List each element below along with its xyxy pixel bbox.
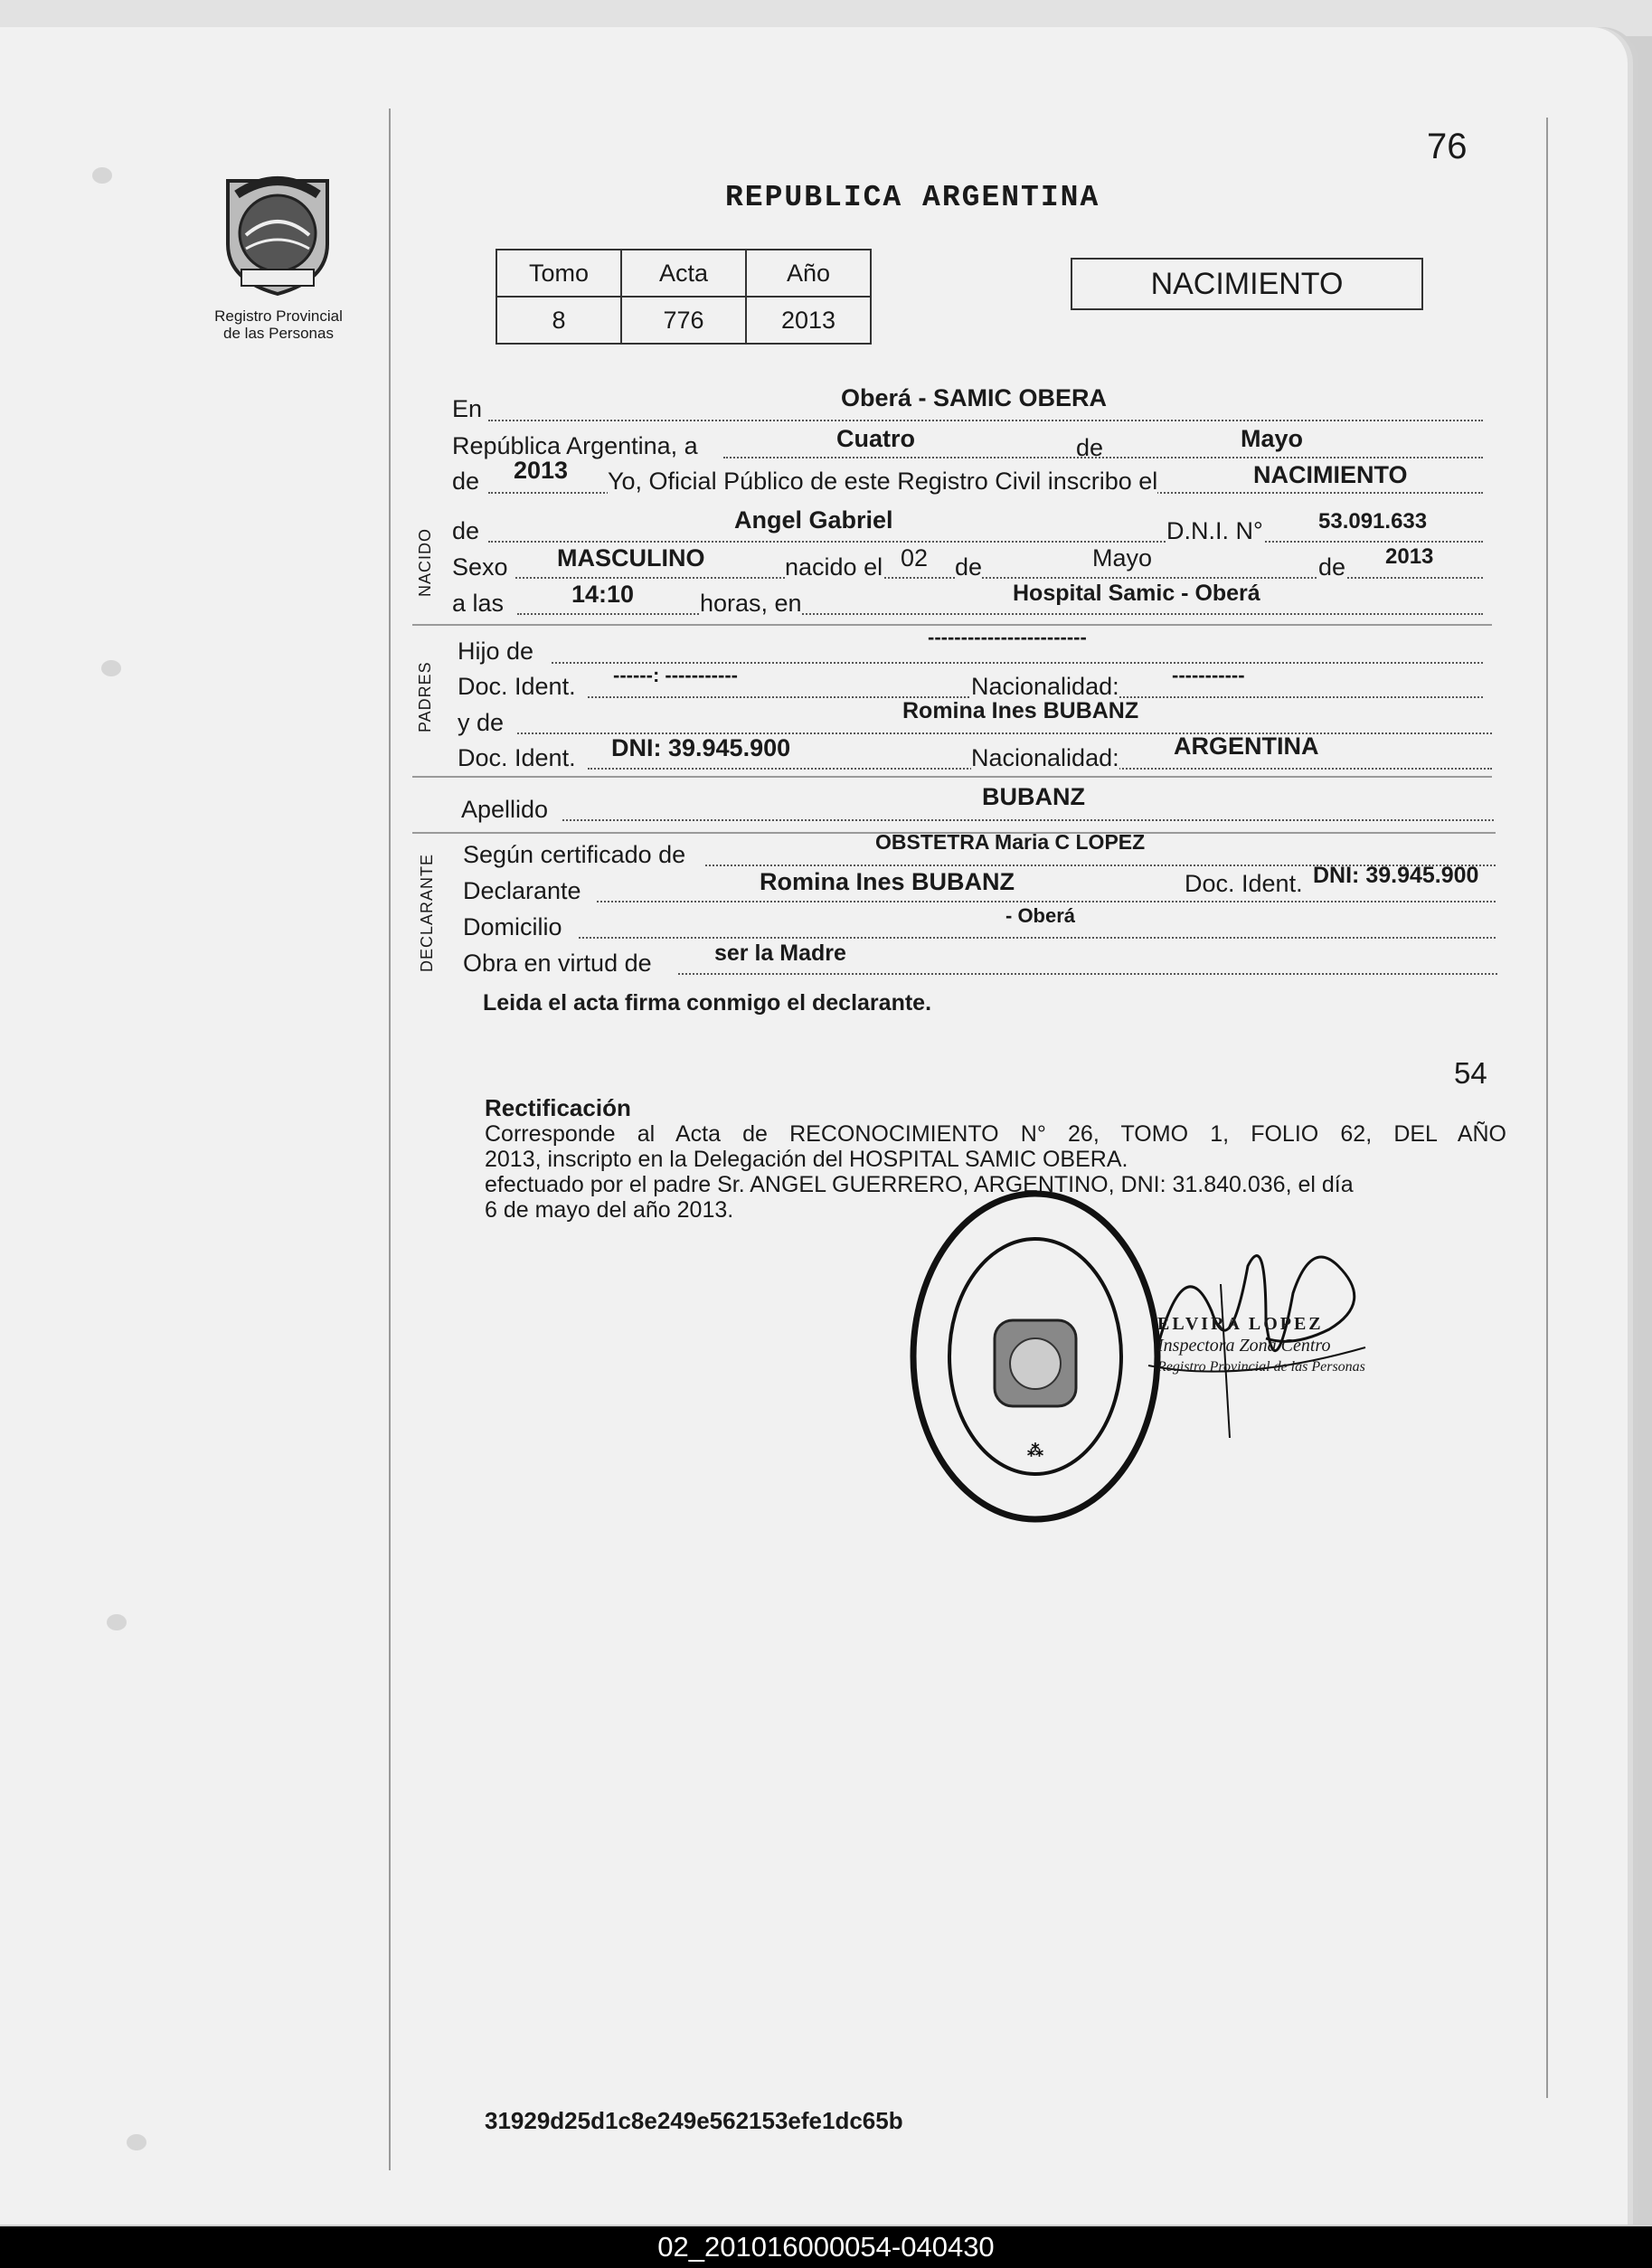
dotted-line <box>517 613 1483 615</box>
father-doc-value: ------: ----------- <box>613 664 738 686</box>
y-de-label: y de <box>458 709 505 736</box>
declarante-doc-value: DNI: 39.945.900 <box>1313 863 1479 888</box>
dotted-line <box>562 819 1494 821</box>
table-value-acta: 776 <box>621 297 746 344</box>
logo-caption <box>181 307 376 342</box>
child-name-value: Angel Gabriel <box>734 506 893 534</box>
logo-caption-line1: Registro Provincial <box>214 307 343 325</box>
section-label-padres: PADRES <box>416 661 434 732</box>
de-label-2: de <box>452 468 480 495</box>
a-las-label: a las <box>452 590 505 617</box>
hijo-de-label: Hijo de <box>458 638 534 665</box>
table-header-acta: Acta <box>621 250 746 297</box>
sexo-label: Sexo <box>452 553 508 581</box>
official-stamp <box>904 1185 1166 1528</box>
doc-ident-label-declarante: Doc. Ident. <box>1185 870 1303 897</box>
obra-label: Obra en virtud de <box>463 950 652 977</box>
section-label-declarante: DECLARANTE <box>418 853 436 972</box>
svg-text:⁂: ⁂ <box>1027 1441 1043 1460</box>
nacido-de-label-3: de <box>1318 553 1346 581</box>
en-label: En <box>452 395 483 422</box>
margin-line <box>389 109 391 2170</box>
signature-block <box>1157 1313 1429 1378</box>
provincial-seal-logo <box>210 163 345 298</box>
republica-label: República Argentina, a <box>452 432 698 459</box>
table-value-anio: 2013 <box>746 297 871 344</box>
birth-year-value: 2013 <box>1385 544 1434 569</box>
apellido-label: Apellido <box>461 796 549 823</box>
file-id-text: 02_201016000054-040430 <box>657 2231 995 2263</box>
table-value-tomo: 8 <box>496 297 621 344</box>
table-header-tomo: Tomo <box>496 250 621 297</box>
domicilio-value: - Oberá <box>1005 904 1076 927</box>
sexo-value: MASCULINO <box>557 544 705 572</box>
father-nationality-value: ----------- <box>1172 664 1245 686</box>
page-title: REPUBLICA ARGENTINA <box>725 181 1100 214</box>
rectificacion-line4: 6 de mayo del año 2013. <box>485 1197 734 1223</box>
domicilio-label: Domicilio <box>463 913 562 940</box>
table-header-anio: Año <box>746 250 871 297</box>
binder-hole <box>92 167 112 184</box>
horas-en-label: horas, en <box>700 590 802 617</box>
birth-day-value: 02 <box>901 544 929 572</box>
birth-month-value: Mayo <box>1092 544 1153 572</box>
year-value: 2013 <box>514 457 569 484</box>
right-border-line <box>1546 118 1548 2098</box>
logo-caption-line2: de las Personas <box>223 325 334 342</box>
binder-hole <box>127 2134 146 2150</box>
signatory-office: Registro Provincial de las Personas <box>1157 1359 1365 1375</box>
yo-text: Yo, Oficial Público de este Registro Civil inscribo el <box>608 468 1158 495</box>
birth-place-value: Hospital Samic - Oberá <box>1013 581 1260 606</box>
rectificacion-line1: Corresponde al Acta de RECONOCIMIENTO N° 26, TOMO 1, FOLIO 62, DEL AÑO <box>485 1121 1506 1147</box>
file-id-bar <box>0 2226 1652 2268</box>
declarante-label: Declarante <box>463 877 581 904</box>
certificado-label: Según certificado de <box>463 841 686 868</box>
registry-table <box>496 249 872 345</box>
leida-statement: Leida el acta firma conmigo el declarante. <box>483 990 932 1016</box>
rectificacion-line3: efectuado por el padre Sr. ANGEL GUERRERO, ARGENTINO, DNI: 31.840.036, el día <box>485 1172 1354 1197</box>
mother-nationality-value: ARGENTINA <box>1174 732 1319 760</box>
nacido-el-label: nacido el <box>785 553 883 581</box>
obra-value: ser la Madre <box>714 940 846 966</box>
doc-ident-label-mother: Doc. Ident. <box>458 744 576 771</box>
month-value: Mayo <box>1241 425 1304 452</box>
nacionalidad-label-mother: Nacionalidad: <box>971 744 1119 771</box>
dotted-line <box>579 937 1496 939</box>
document-hash: 31929d25d1c8e249e562153efe1dc65b <box>485 2107 903 2134</box>
day-words-value: Cuatro <box>836 425 915 452</box>
record-type-box: NACIMIENTO <box>1071 258 1423 310</box>
signatory-title: Inspectora Zona Centro <box>1157 1336 1331 1356</box>
declarante-value: Romina Ines BUBANZ <box>760 868 1015 895</box>
signatory-name: ELVIRA LOPEZ <box>1157 1314 1324 1334</box>
hour-value: 14:10 <box>571 581 635 608</box>
de-label: de <box>1076 434 1104 461</box>
apellido-value: BUBANZ <box>982 783 1085 810</box>
rectificacion-line2: 2013, inscripto en la Delegación del HOSPITAL SAMIC OBERA. <box>485 1147 1128 1172</box>
dotted-line <box>678 973 1497 975</box>
mother-doc-value: DNI: 39.945.900 <box>611 734 791 761</box>
section-label-nacido: NACIDO <box>416 527 434 597</box>
certificado-value: OBSTETRA Maria C LOPEZ <box>875 830 1146 854</box>
father-name-value: ------------------------ <box>928 626 1087 648</box>
place-value: Oberá - SAMIC OBERA <box>841 384 1108 411</box>
dotted-line <box>488 541 1483 543</box>
mother-name-value: Romina Ines BUBANZ <box>902 698 1139 723</box>
dni-label: D.N.I. N° <box>1166 517 1263 544</box>
inscribo-value: NACIMIENTO <box>1253 461 1408 488</box>
nacido-de-label: de <box>452 517 480 544</box>
doc-ident-label-father: Doc. Ident. <box>458 673 576 700</box>
nacido-de-label-2: de <box>955 553 983 581</box>
child-dni-value: 53.091.633 <box>1318 509 1428 534</box>
rectificacion-title: Rectificación <box>485 1094 631 1121</box>
dotted-line <box>597 901 1496 902</box>
binder-hole <box>107 1614 127 1630</box>
nacionalidad-label-father: Nacionalidad: <box>971 673 1119 700</box>
binder-hole <box>101 660 121 676</box>
rectificacion-number: 54 <box>1454 1056 1487 1090</box>
dotted-line <box>488 420 1483 421</box>
section-divider <box>412 776 1492 778</box>
page-number: 76 <box>1427 127 1468 166</box>
